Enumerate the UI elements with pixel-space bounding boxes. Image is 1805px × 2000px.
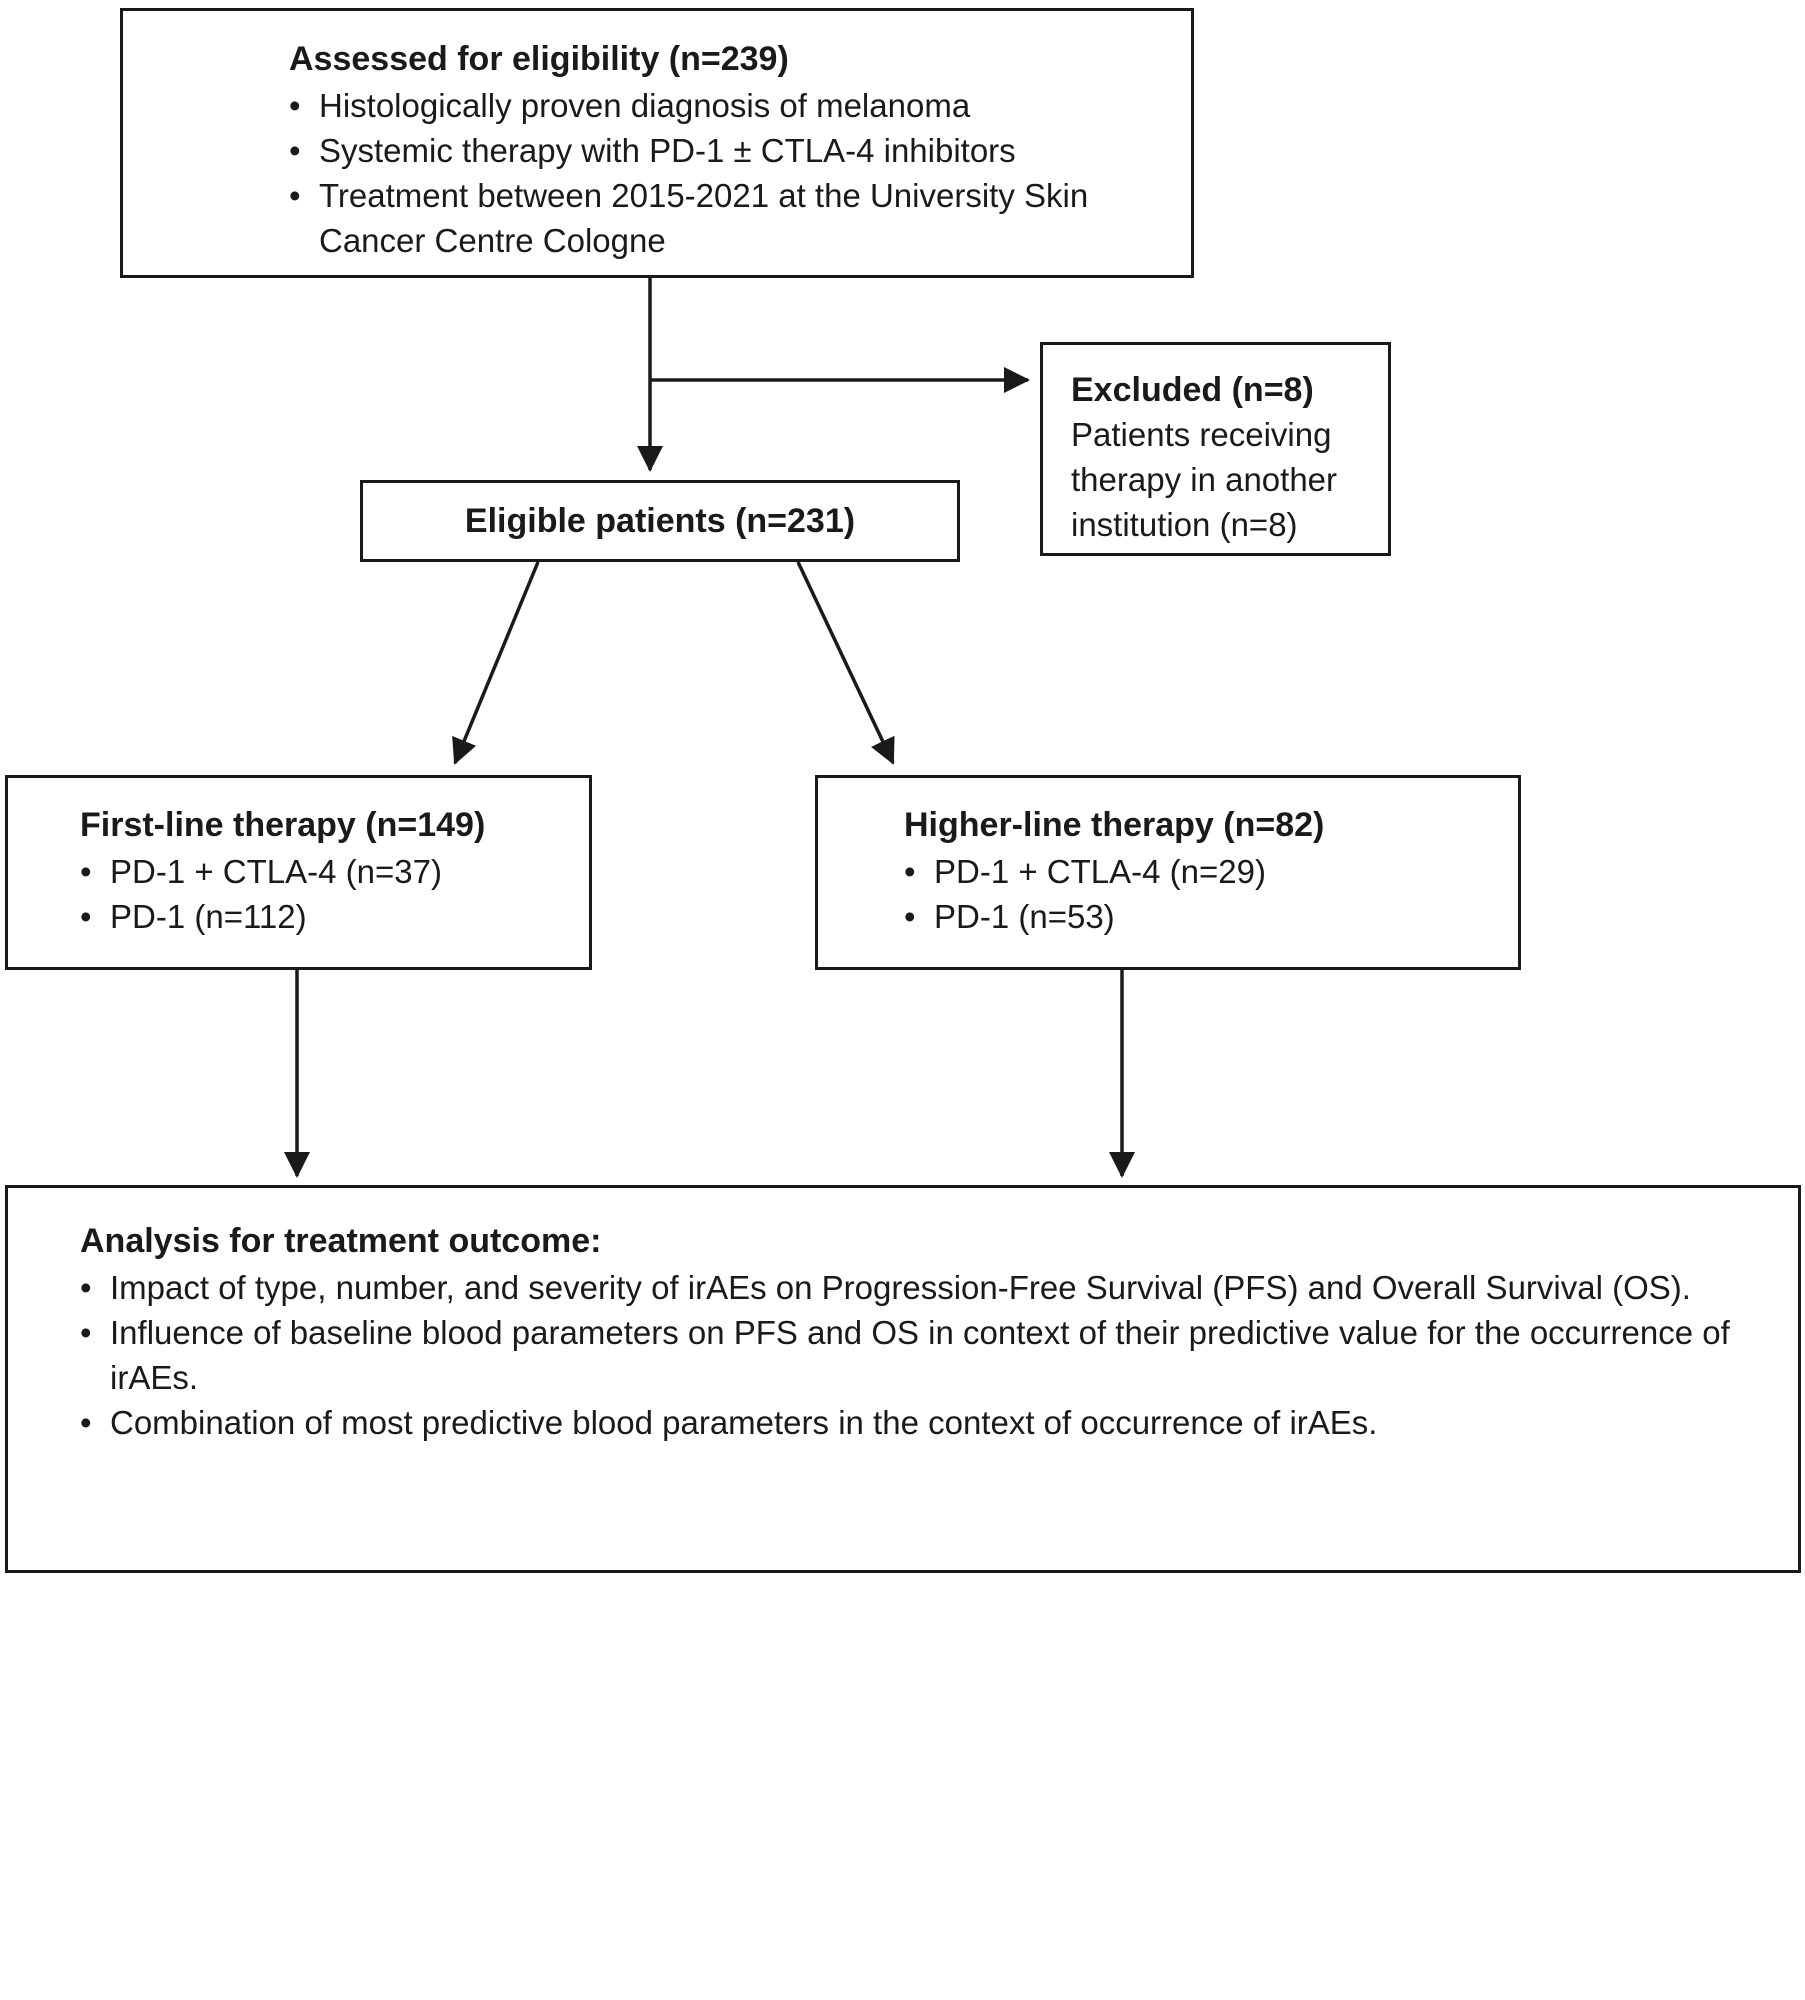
eligible-box bbox=[360, 480, 960, 562]
analysis-title: Analysis for treatment outcome: bbox=[80, 1222, 602, 1260]
bullet-item: • PD-1 + CTLA-4 (n=37) bbox=[80, 850, 565, 895]
firstline-box bbox=[5, 775, 592, 970]
bullet-item: • PD-1 (n=112) bbox=[80, 895, 565, 940]
bullet-item: • PD-1 + CTLA-4 (n=29) bbox=[904, 850, 1494, 895]
higherline-title: Higher-line therapy (n=82) bbox=[904, 806, 1325, 844]
excluded-body: Patients receiving therapy in another institution (n=8) bbox=[1071, 416, 1338, 543]
higherline-box bbox=[815, 775, 1521, 970]
arrow-eligible-to-firstline bbox=[455, 562, 538, 763]
arrow-eligible-to-higherline bbox=[798, 562, 893, 763]
firstline-title: First-line therapy (n=149) bbox=[80, 806, 486, 844]
firstline-bullet-list bbox=[80, 850, 565, 940]
eligible-title: Eligible patients (n=231) bbox=[464, 501, 856, 540]
excluded-box bbox=[1040, 342, 1391, 556]
higherline-bullet-list bbox=[904, 850, 1494, 940]
bullet-item: • Treatment between 2015-2021 at the University Skin Cancer Centre Cologne bbox=[289, 174, 1161, 264]
assessed-title: Assessed for eligibility (n=239) bbox=[289, 40, 789, 78]
bullet-item: • Histologically proven diagnosis of melanoma bbox=[289, 84, 1161, 129]
analysis-box bbox=[5, 1185, 1801, 1573]
analysis-bullet-list bbox=[80, 1266, 1762, 1446]
bullet-item: • Systemic therapy with PD-1 ± CTLA-4 inhibitors bbox=[289, 129, 1161, 174]
excluded-title: Excluded (n=8) bbox=[1071, 371, 1314, 409]
bullet-item: • Combination of most predictive blood parameters in the context of occurrence of irAEs. bbox=[80, 1401, 1762, 1446]
bullet-item: • Impact of type, number, and severity of irAEs on Progression-Free Survival (PFS) and Overall Survival (OS). bbox=[80, 1266, 1762, 1311]
bullet-item: • Influence of baseline blood parameters on PFS and OS in context of their predictive value for the occurrence of irAEs. bbox=[80, 1311, 1762, 1401]
assessed-box bbox=[120, 8, 1194, 278]
assessed-bullet-list bbox=[289, 84, 1161, 264]
bullet-item: • PD-1 (n=53) bbox=[904, 895, 1494, 940]
